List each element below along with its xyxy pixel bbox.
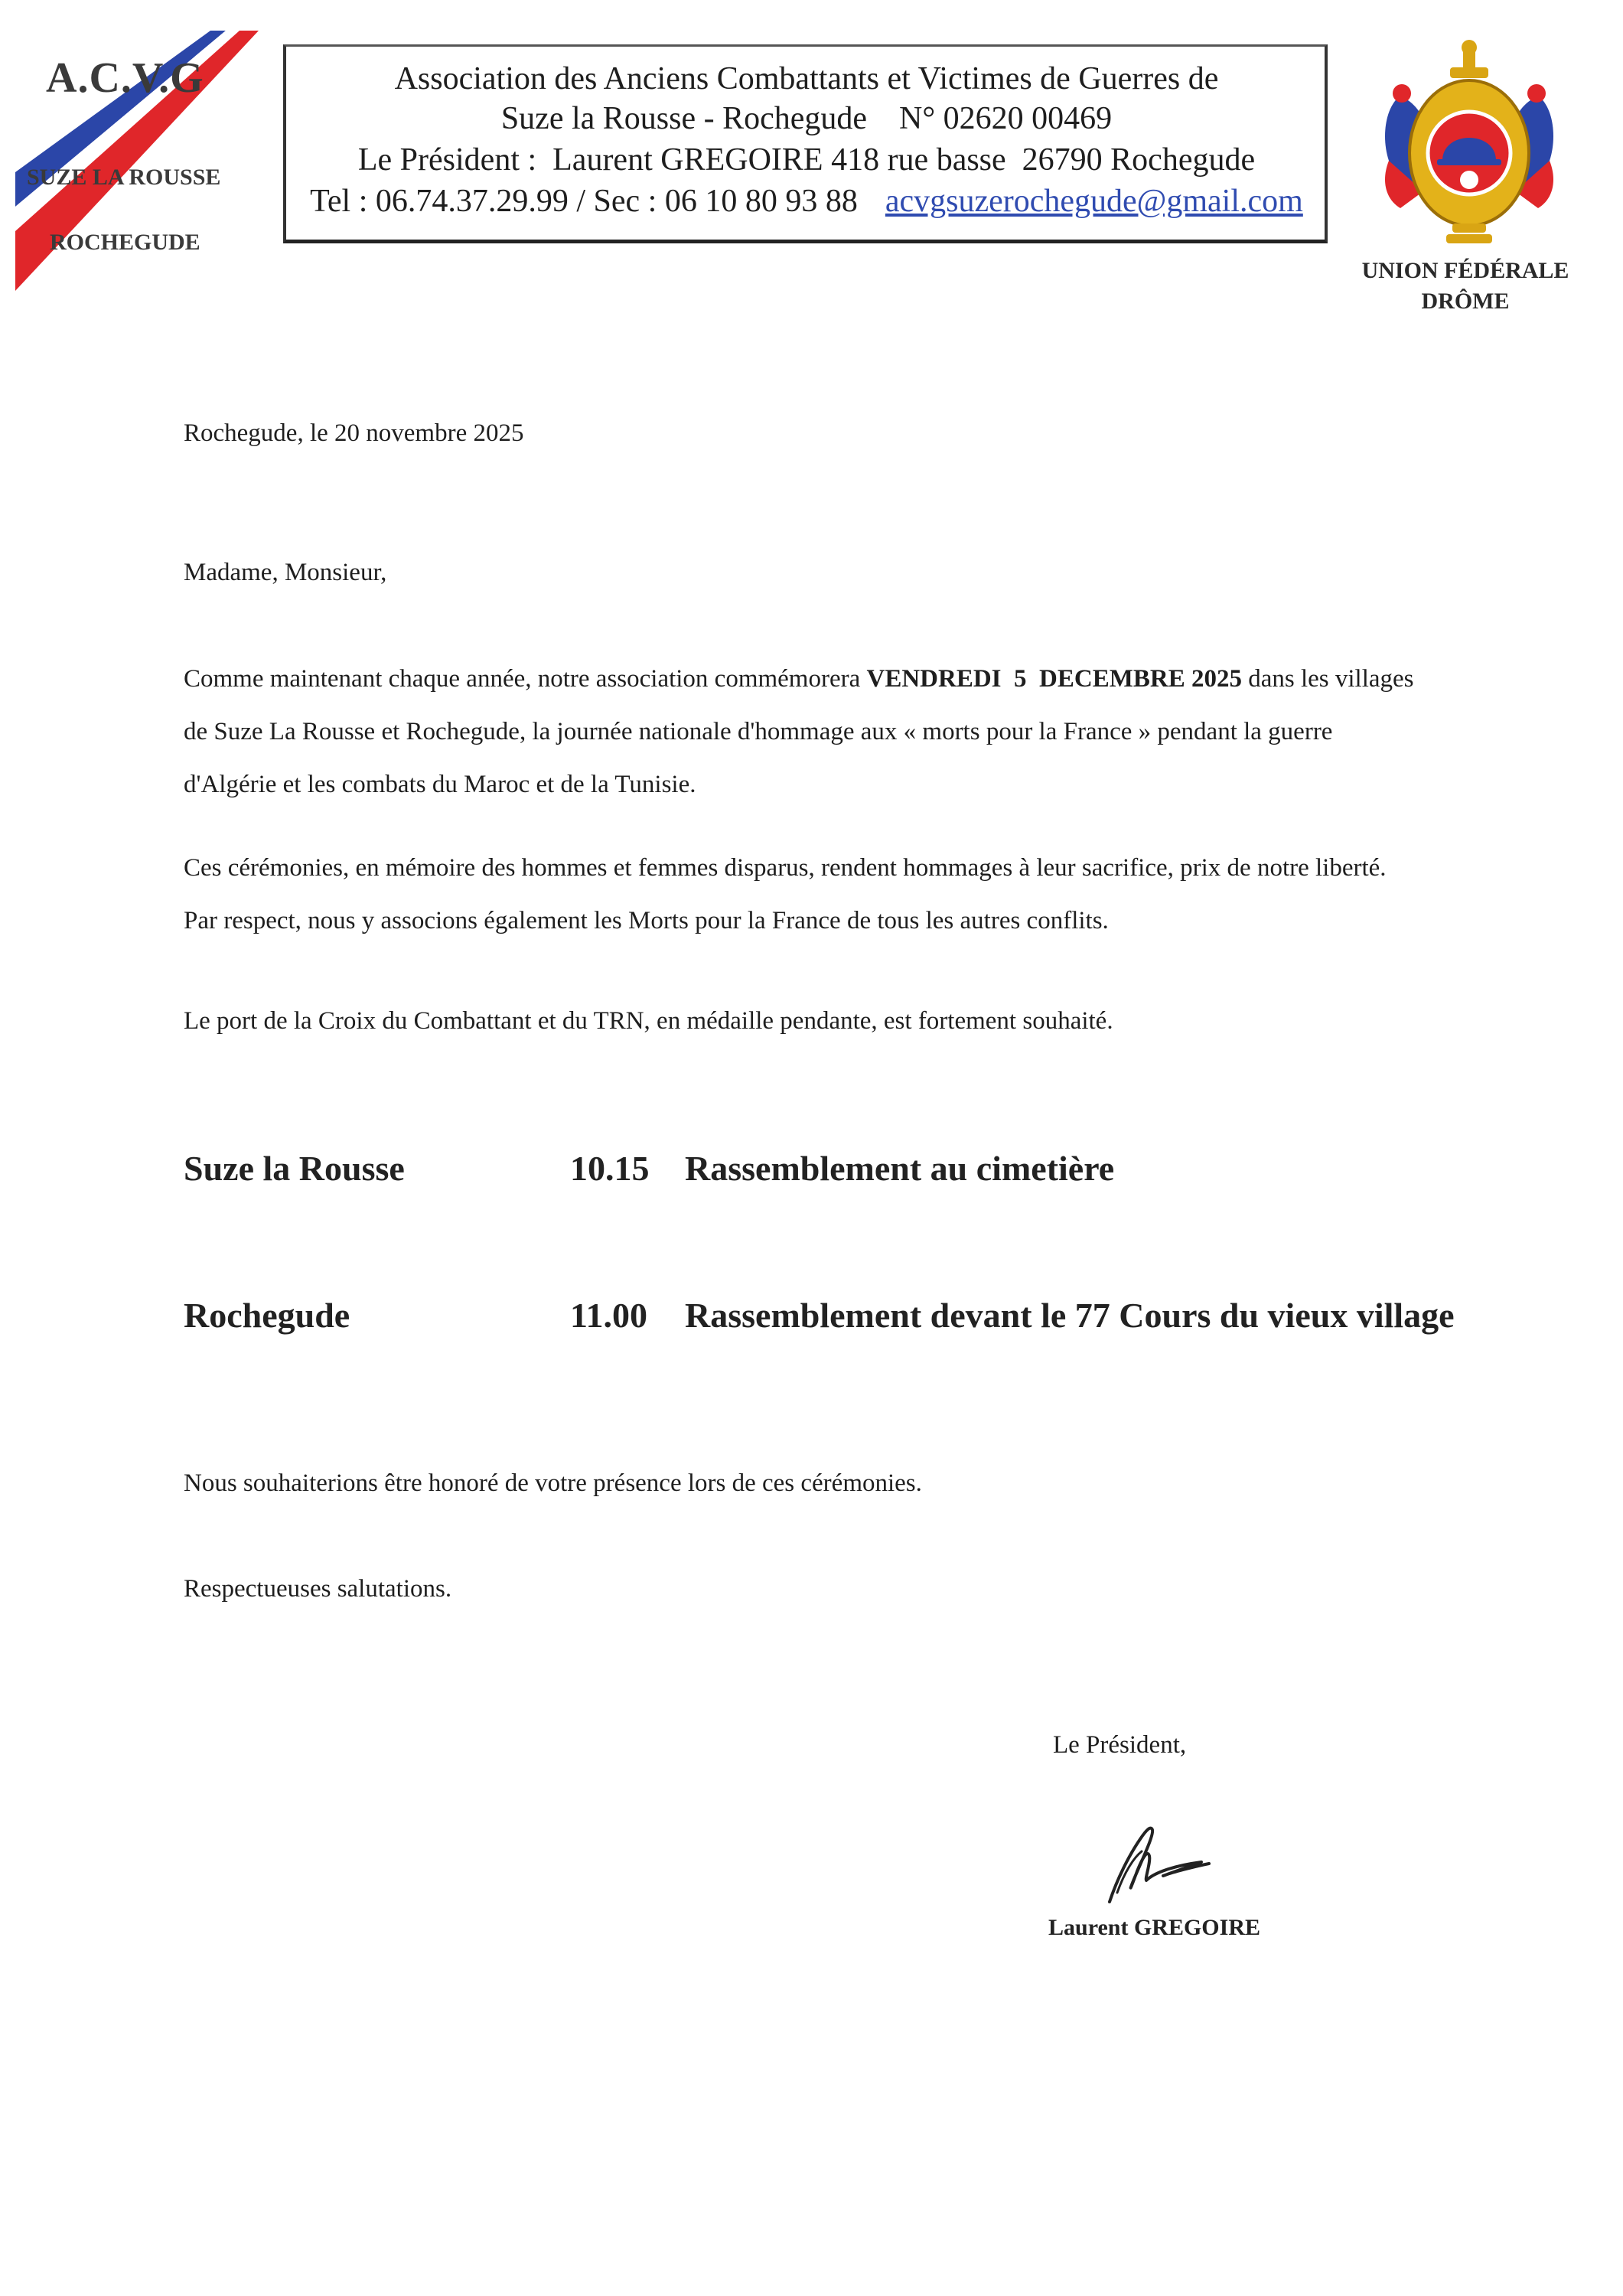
signer-name: Laurent GREGOIRE (1048, 1915, 1260, 1940)
schedule-place-2: Rochegude (184, 1296, 350, 1335)
logo-town-1: SUZE LA ROUSSE (27, 165, 221, 190)
logo-title: A.C.V.G (46, 54, 204, 102)
union-federale-label (1331, 256, 1599, 317)
union-federale-emblem-icon (1370, 38, 1569, 253)
association-name: Association des Anciens Combattants et Victimes de Guerres de (394, 61, 1219, 96)
contact-line (286, 181, 1327, 221)
event-date: VENDREDI 5 DECEMBRE 2025 (866, 665, 1242, 693)
association-location-number: Suze la Rousse - Rochegude N° 02620 00469 (500, 101, 1113, 136)
email-link[interactable]: acvgsuzerochegude@gmail.com (885, 184, 1303, 219)
schedule-place-1: Suze la Rousse (184, 1149, 405, 1188)
paragraph-2 (184, 842, 1387, 947)
drome-line: DRÔME (1421, 289, 1510, 314)
signature-icon (1087, 1818, 1224, 1913)
schedule-time-1: 10.15 (570, 1149, 650, 1188)
paragraph-1-line-1 (184, 653, 1414, 706)
p1-text-a: Comme maintenant chaque année, notre association commémorera (184, 665, 867, 693)
logo-town-2: ROCHEGUDE (50, 230, 200, 255)
union-federale-line: UNION FÉDÉRALE (1361, 258, 1569, 283)
paragraph-4: Nous souhaiterions être honoré de votre présence lors de ces cérémonies. (184, 1469, 922, 1497)
paragraph-1-line-3: d'Algérie et les combats du Maroc et de la Tunisie. (184, 771, 696, 798)
acvg-logo (15, 31, 260, 298)
p1-text-b: dans les villages (1241, 665, 1414, 693)
header-box (283, 44, 1328, 243)
closing: Respectueuses salutations. (184, 1575, 452, 1603)
paragraph-1 (184, 653, 1414, 811)
schedule-event-2: Rassemblement devant le 77 Cours du vieux village (685, 1296, 1455, 1335)
phone-numbers: Tel : 06.74.37.29.99 / Sec : 06 10 80 93 88 (310, 184, 858, 219)
paragraph-2-line-1: Ces cérémonies, en mémoire des hommes et femmes disparus, rendent hommages à leur sacrifice, prix de notre liberté. (184, 854, 1387, 882)
schedule-time-2: 11.00 (570, 1296, 647, 1335)
schedule-event-1: Rassemblement au cimetière (685, 1149, 1115, 1188)
paragraph-1-line-2: de Suze La Rousse et Rochegude, la journée nationale d'hommage aux « morts pour la France » pendant la guerre (184, 718, 1333, 745)
paragraph-2-line-2: Par respect, nous y associons également les Morts pour la France de tous les autres conflits. (184, 907, 1109, 934)
salutation: Madame, Monsieur, (184, 559, 387, 586)
president-address: Le Président : Laurent GREGOIRE 418 rue basse 26790 Rochegude (357, 142, 1256, 178)
signature-title: Le Président, (1053, 1731, 1187, 1759)
paragraph-3: Le port de la Croix du Combattant et du TRN, en médaille pendante, est fortement souhaité. (184, 1007, 1113, 1035)
place-date: Rochegude, le 20 novembre 2025 (184, 419, 524, 447)
